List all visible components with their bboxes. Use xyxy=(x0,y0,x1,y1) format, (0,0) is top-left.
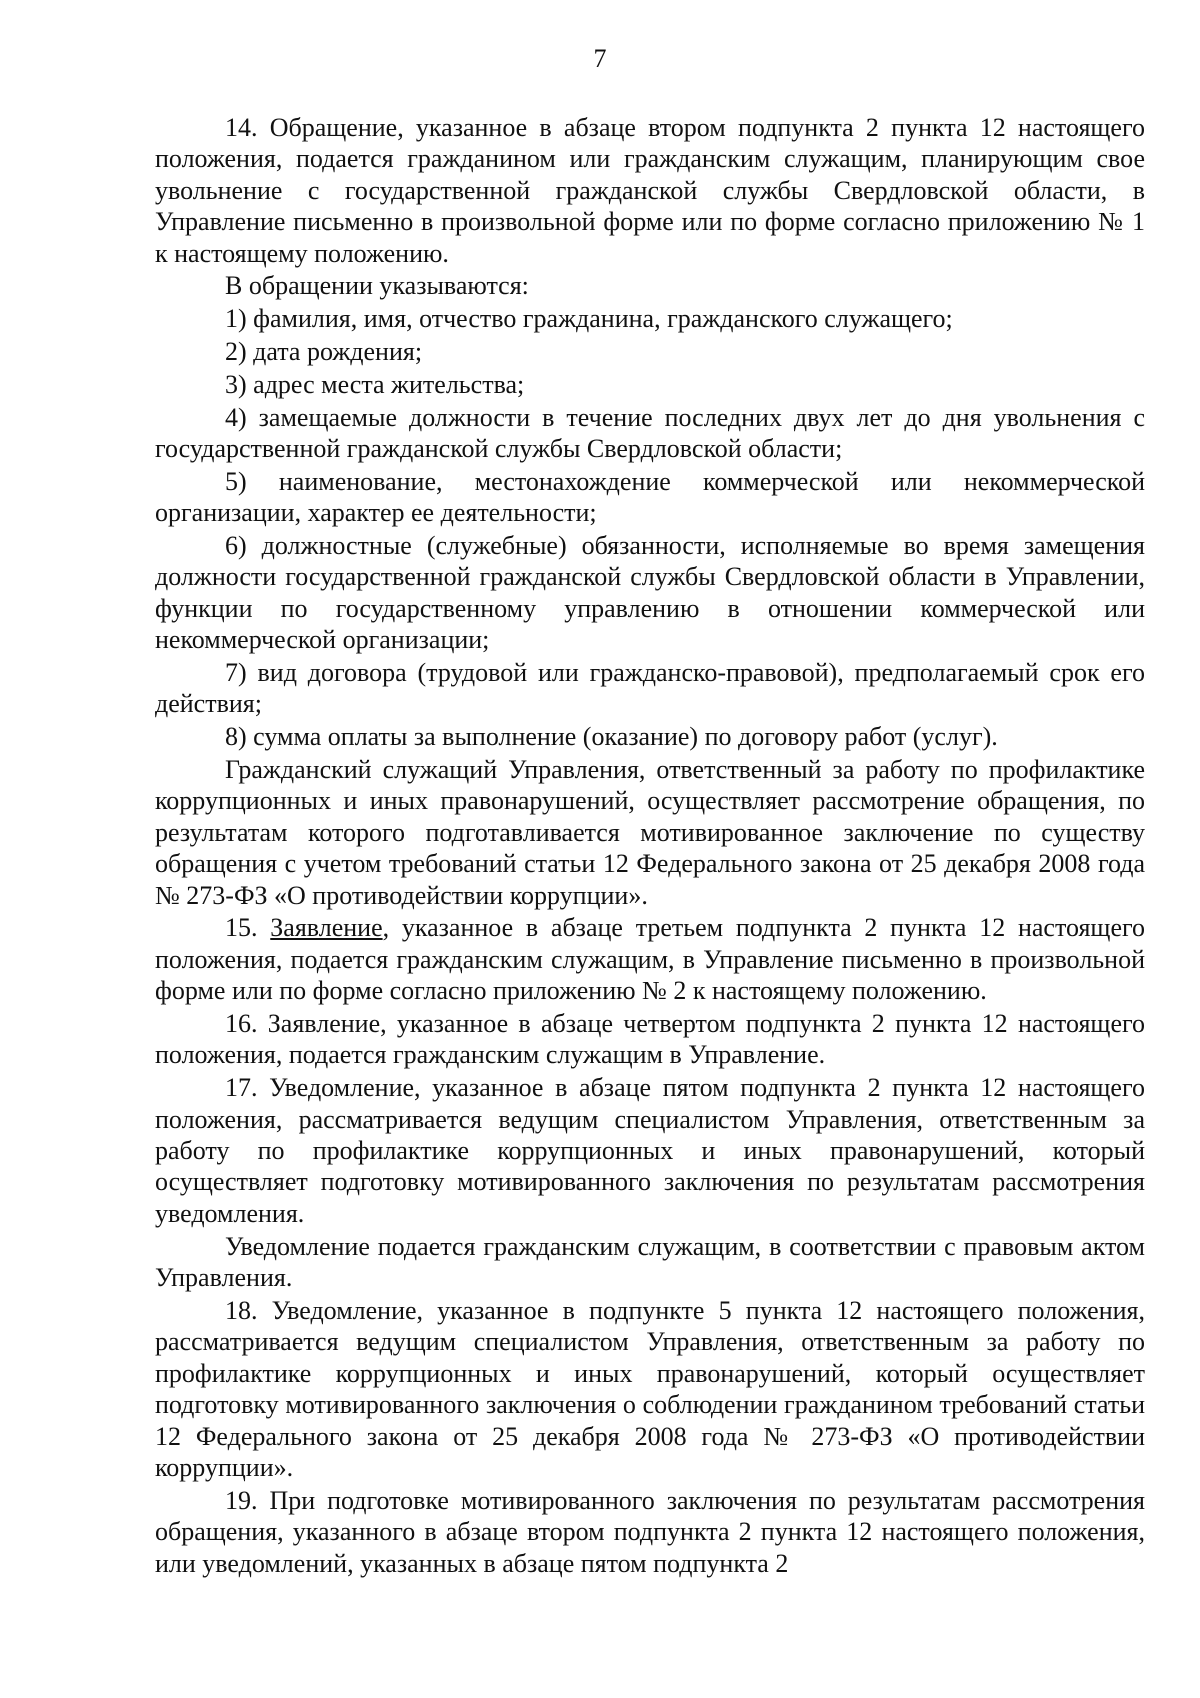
paragraph-19: 19. При подготовке мотивированного заключения по результатам рассмотрения обращения, указанного в абзаце втором подпункта 2 пункта 12 настоящего положения, или уведомлений, указанных в абзаце пятом подпункта 2 xyxy=(155,1485,1145,1578)
paragraph-17: 17. Уведомление, указанное в абзаце пятом подпункта 2 пункта 12 настоящего положения, рассматривается ведущим специалистом Управления, ответственным за работу по профилактике коррупционных и иных правонарушений, который осуществляет подготовку мотивированного заключения по результатам рассмотрения уведомления. xyxy=(155,1073,1145,1228)
list-item-4: 4) замещаемые должности в течение последних двух лет до дня увольнения с государственной гражданской службы Свердловской области; xyxy=(155,402,1145,464)
list-item-5: 5) наименование, местонахождение коммерческой или некоммерческой организации, характер ее деятельности; xyxy=(155,466,1145,528)
paragraph-15-underlined-word: Заявление xyxy=(270,913,383,943)
paragraph-notification-submission: Уведомление подается гражданским служащим, в соответствии с правовым актом Управления. xyxy=(155,1231,1145,1293)
list-item-6: 6) должностные (служебные) обязанности, исполняемые во время замещения должности государственной гражданской службы Свердловской области в Управлении, функции по государственному управлению в отношении коммерческой или некоммерческой организации; xyxy=(155,531,1145,655)
paragraph-14: 14. Обращение, указанное в абзаце втором подпункта 2 пункта 12 настоящего положения, подается гражданином или гражданским служащим, планирующим свое увольнение с государственной гражданской службы Свердловской области, в Управление письменно в произвольной форме или по форме согласно приложению № 1 к настоящему положению. xyxy=(155,113,1145,268)
list-item-2: 2) дата рождения; xyxy=(225,337,423,367)
document-body xyxy=(155,112,1145,1580)
list-item-8: 8) сумма оплаты за выполнение (оказание) по договору работ (услуг). xyxy=(225,722,998,752)
paragraph-consideration: Гражданский служащий Управления, ответственный за работу по профилактике коррупционных и иных правонарушений, осуществляет рассмотрение обращения, по результатам которого подготавливается мотивированное заключение по существу обращения с учетом требований статьи 12 Федерального закона от 25 декабря 2008 года № 273-ФЗ «О противодействии коррупции». xyxy=(155,755,1145,910)
list-item-3: 3) адрес места жительства; xyxy=(225,369,525,399)
list-item-7: 7) вид договора (трудовой или гражданско-правовой), предполагаемый срок его действия; xyxy=(155,658,1145,719)
paragraph-18: 18. Уведомление, указанное в подпункте 5 пункта 12 настоящего положения, рассматривается ведущим специалистом Управления, ответственным за работу по профилактике коррупционных и иных правонарушений, который осуществляет подготовку мотивированного заключения о соблюдении гражданином требований статьи 12 Федерального закона от 25 декабря 2008 года № 273-ФЗ «О противодействии коррупции». xyxy=(155,1295,1145,1482)
page-number: 7 xyxy=(593,44,607,73)
paragraph-intro-list: В обращении указываются: xyxy=(225,271,529,301)
paragraph-16: 16. Заявление, указанное в абзаце четвертом подпункта 2 пункта 12 настоящего положения, подается гражданским служащим в Управление. xyxy=(155,1009,1145,1070)
list-item-1: 1) фамилия, имя, отчество гражданина, гражданского служащего; xyxy=(225,304,953,334)
paragraph-15-text: , указанное в абзаце третьем подпункта 2 пункта 12 настоящего положения, подается гражданским служащим, в Управление письменно в произвольной форме или по форме согласно приложению № 2 к настоящему положению. xyxy=(155,913,1146,1006)
paragraph-15-prefix: 15. xyxy=(225,913,271,943)
paragraph-15 xyxy=(155,912,1145,1006)
